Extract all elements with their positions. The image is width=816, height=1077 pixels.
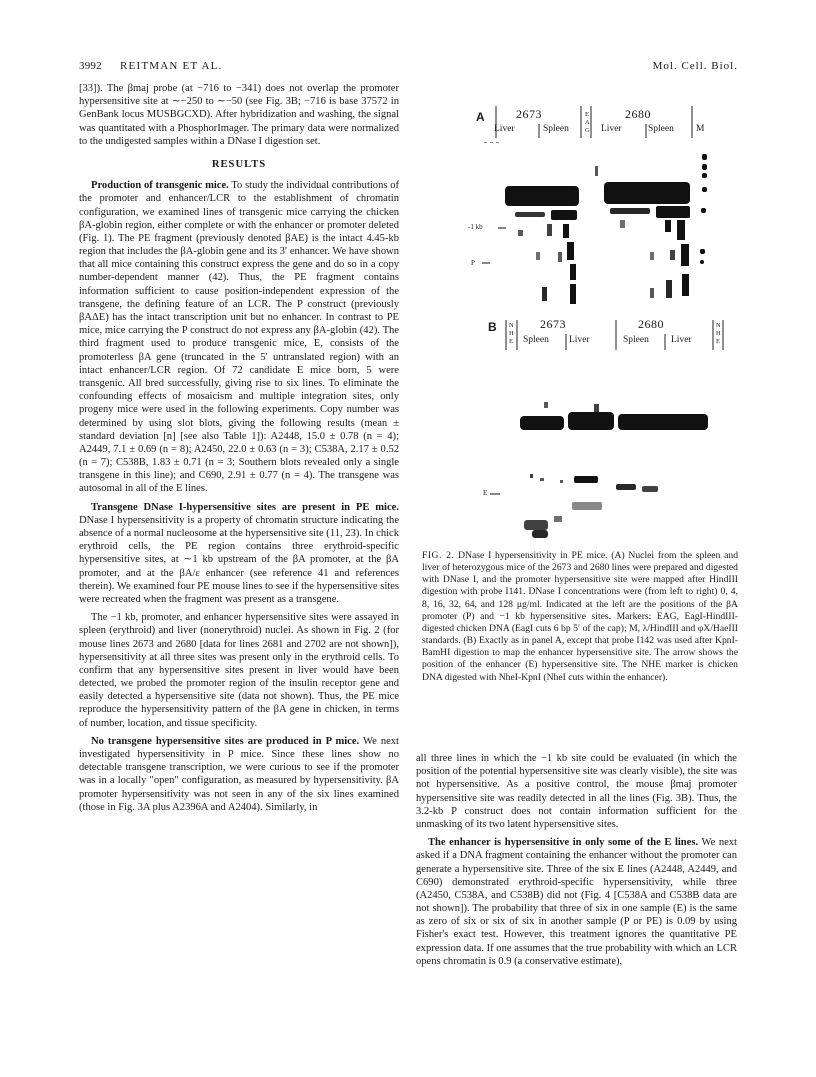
- panel-a-label: A: [476, 110, 485, 124]
- panel-b-left-marker-h: H: [509, 330, 514, 337]
- panel-a-separators: [496, 106, 692, 138]
- panel-b-right-marker-n: N: [716, 322, 721, 329]
- section-p-mice-title: No transgene hypersensitive sites are produced in P mice.: [91, 735, 360, 747]
- continued-paragraph: all three lines in which the −1 kb site could be evaluated (in which the position of the potential hypersensitive site was clearly visible), the site was not hypersensitive. As a positive control, the mouse βmaj promoter hypersensitive site was readily detected in all the lines (Fig. 3B). Thus, the 3.2-kb P construct does not contain information sufficient for the unmasking of its two latent hypersensitive sites.: [416, 753, 737, 830]
- panel-b-line-2680: 2680: [638, 317, 664, 331]
- intro-paragraph: [33]). The βmaj probe (at −716 to −341) does not overlap the promoter hypersensitive site at ∼−250 to ∼−50 (see Fig. 3B; −716 is base 37572 in GenBank locus MUSBGCXD). After hybridization and washing, the signal was quantitated with a PhosphorImager. The primary data were normalized to the undigested samples within a DNase I digestion set.: [79, 83, 399, 147]
- panel-a-marker-e: E: [585, 111, 589, 118]
- panel-a-gel: [482, 142, 707, 304]
- section-pe-paragraph: [79, 501, 399, 607]
- panel-b-lane-spleen-1: Spleen: [523, 335, 549, 345]
- panel-b-label: B: [488, 320, 497, 334]
- gel-images: [470, 102, 740, 552]
- caption-figure-number: FIG. 2.: [422, 550, 455, 561]
- panel-b-line-2673: 2673: [540, 317, 566, 331]
- panel-a-label-p: P: [471, 259, 475, 267]
- section-pe-title: Transgene DNase I-hypersensitive sites are present in PE mice.: [91, 501, 399, 513]
- section-production-title: Production of transgenic mice.: [91, 180, 229, 192]
- panel-a-lane-liver-2: Liver: [601, 124, 622, 134]
- page-number: 3992: [79, 60, 102, 72]
- panel-a-marker-g: G: [585, 127, 590, 134]
- panel-a-marker-a: A: [585, 119, 590, 126]
- section-enhancer-paragraph: [416, 836, 737, 968]
- panel-b-separators: [506, 320, 723, 350]
- section-production-paragraph: [79, 179, 399, 496]
- results-heading: RESULTS: [211, 158, 267, 170]
- section-pe-paragraph-2: The −1 kb, promoter, and enhancer hypersensitive sites were assayed in spleen (erythroid) and liver (nonerythroid) nuclei. As shown in Fig. 2 (for mouse lines 2673 and 2680 [data for lines 2681 and 2702 are not shown]), hypersensitivity at all three sites was present only in the erythroid cells. To confirm that any hypersensitive sites present in liver would have been detected, we probed the promoter region of the insulin receptor gene and easily detected a hypersensitive site (data not shown). Thus, the PE mice reproduce the hypersensitivity pattern of the βA gene in chicken, in terms of number, location, and tissue specificity.: [79, 612, 399, 729]
- figure-2-caption: [422, 550, 738, 684]
- panel-b-lane-spleen-2: Spleen: [623, 335, 649, 345]
- running-authors: REITMAN ET AL.: [120, 60, 223, 72]
- right-column: [416, 752, 737, 968]
- panel-a-line-2680: 2680: [625, 107, 651, 121]
- panel-b-label-e: E: [483, 489, 488, 497]
- section-pe-body: DNase I hypersensitivity is a property of chromatin structure indicating the absence of a normal nucleosome at the hypersensitive site (11, 23). In chick erythroid cells, the PE region contains three erythroid-specific hypersensitive sites, at ∼1 kb upstream of the βA promoter, at the βA promoter, and at the βA/ε enhancer (see reference 41 and references therein). We examined four PE mouse lines to see if the hypersensitive sites were recreated when the fragment was present as a transgene.: [79, 514, 399, 605]
- panel-b-left-marker-n: N: [509, 322, 514, 329]
- panel-a-ladder: [700, 154, 707, 264]
- panel-a-marker-m: M: [696, 124, 705, 134]
- section-production-body: To study the individual contributions of the promoter and enhancer/LCR to the establishment of chromatin configuration, we examined lines of transgenic mice carrying the chicken βA-globin region, either complete or with the enhancer or promoter deleted (Fig. 1). The PE fragment (previously denoted βAE) is the intact 4.45-kb region that includes the βA-globin gene and its 3′ enhancer. We have shown that all mice containing this construct express the gene and do so in a copy number-dependent manner (42). Thus, the PE fragment contains information sufficient to cause position-independent expression of the transgene, the defining feature of an LCR. The P construct (previously βAΔE) has the intact transcription unit but no enhancer. In contrast to PE mice, mice carrying the P construct do not express any βA-globin (42). The third fragment used to produce transgenic mice, E, consists of the promoterless βA gene (truncated in the 5′ untranslated region) with an intact enhancer/LCR region. Of 72 candidate E mice born, 5 were transgenic. All bred successfully, giving rise to six lines. To eliminate the confounding effects of mosaicism and multiple integration sites, only progeny mice were used in the following experiments. Copy number was determined by using slot blots, giving the following results (mean ± standard deviation [n] [see also Table 1]): A2448, 15.0 ± 0.78 (n = 4); A2449, 7.1 ± 0.69 (n = 8); A2450, 22.0 ± 0.63 (n = 3); C538A, 2.17 ± 0.52 (n = 7); C538B, 1.83 ± 0.71 (n = 3; Southern blots revealed only a single transgene in this line); and C690, 2.91 ± 0.77 (n = 4). The transgene was autosomal in all of the E lines.: [79, 180, 399, 495]
- section-p-mice-body: We next investigated hypersensitivity in P mice. Since these lines show no detectable transgene transcription, we were curious to see if the promoter was in a locally "open" configuration, as measured by hypersensitivity. βA promoter hypersensitivity was not seen in any of the six lines examined (those in Fig. 3A plus A2396A and A2404). Similarly, in: [79, 735, 399, 813]
- panel-b-lane-liver-1: Liver: [569, 335, 590, 345]
- figure-2: [470, 102, 740, 552]
- panel-a-line-2673: 2673: [516, 107, 542, 121]
- panel-a-bands-2680: [595, 166, 690, 298]
- caption-text: DNase I hypersensitivity in PE mice. (A) Nuclei from the spleen and liver of heterozygous mice of the 2673 and 2680 lines were prepared and digested with DNase I, and the promoter hypersensitive site were mapped after HindIII digestion with probe I141. DNase I concentrations were (from left to right) 0, 4, 8, 16, 32, 64, and 128 μg/ml. Indicated at the left are the positions of the βA promoter (P) and −1 kb hypersensitive sites. Markers: EAG, EagI-HindIII-digested chicken DNA (EagI cuts 6 bp 5′ of the cap); M, λ/HindIII and φX/HaeIII standards. (B) Exactly as in panel A, except that probe I142 was used after KpnI-BamHI digestion to map the enhancer hypersensitive site. The arrow shows the position of the enhancer (E) hypersensitive site. The NHE marker is chicken DNA digested with NheI-KpnI (NheI cuts within the enhancer).: [422, 550, 739, 683]
- panel-b-lane-liver-2: Liver: [671, 335, 692, 345]
- panel-a-faint-marks: [484, 142, 499, 143]
- panel-b-gel: [490, 402, 708, 538]
- panel-a-bands-2673: [505, 186, 579, 304]
- journal-name: Mol. Cell. Biol.: [652, 60, 738, 72]
- left-column: [79, 82, 399, 814]
- panel-b-left-marker-e: E: [509, 338, 513, 345]
- panel-a-lane-liver-1: Liver: [494, 124, 515, 134]
- section-p-mice-paragraph: [79, 735, 399, 814]
- panel-b-right-marker-h: H: [716, 330, 721, 337]
- panel-b-right-marker-e: E: [716, 338, 720, 345]
- panel-a-lane-spleen-2: Spleen: [648, 124, 674, 134]
- section-enhancer-title: The enhancer is hypersensitive in only some of the E lines.: [428, 837, 699, 849]
- section-enhancer-body: We next asked if a DNA fragment containing the enhancer without the promoter can generate a hypersensitive site. Three of the six E lines (A2448, A2449, and C690) demonstrated erythroid-specific hypersensitivity, while three (A2450, C538A, and C538B) did not (Fig. 4 [C538A and C538B data are not shown]). The probability that three of six in one sample (E) is the same as zero of six or six of six in another sample (P or PE) is 0.09 by using Fisher's exact test. However, this treatment ignores the quantitative PE expression data. If one assumes that the true probability with which an LCR opens chromatin is 0.9 (a conservative estimate),: [416, 837, 737, 967]
- panel-a-lane-spleen-1: Spleen: [543, 124, 569, 134]
- panel-a-label-1kb: -1 kb: [468, 223, 483, 231]
